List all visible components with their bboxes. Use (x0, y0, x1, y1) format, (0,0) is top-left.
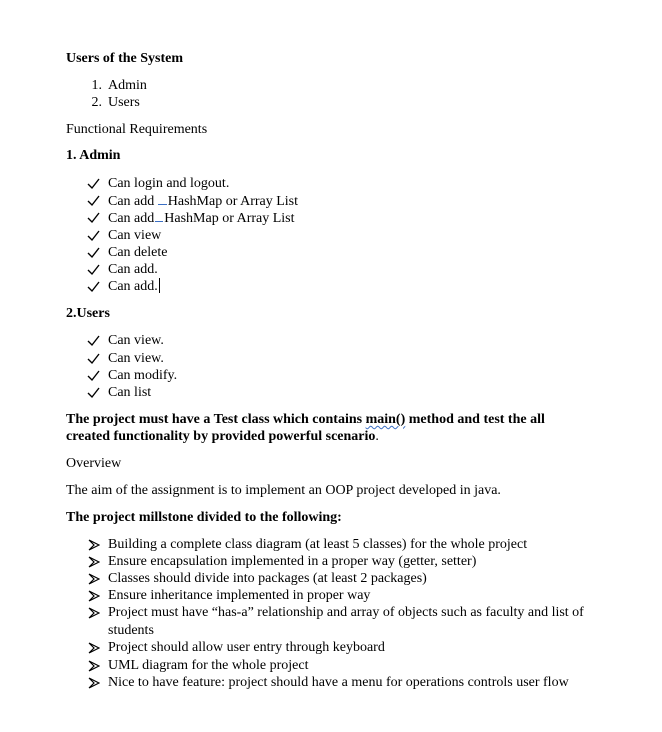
milestone-item-menu: Nice to have feature: project should have a menu for operations controls user flow (108, 675, 569, 690)
checkmark-icon (87, 367, 101, 384)
user-item-users: Users (108, 95, 140, 110)
checkmark-icon (87, 261, 101, 278)
milestone-item-packages: Classes should divide into packages (at least 2 packages) (108, 571, 427, 586)
user-number-1: 1. (91, 78, 102, 93)
admin-item-delete: Can delete (108, 245, 168, 260)
checkmark-icon (87, 278, 101, 295)
checkmark-icon (87, 209, 101, 226)
aim-paragraph: The aim of the assignment is to implement an OOP project developed in java. (66, 483, 501, 498)
user-number-2: 2. (91, 95, 102, 110)
user-item-admin: Admin (108, 78, 147, 93)
admin-item-add-4[interactable] (108, 278, 160, 295)
arrow-bullet-icon (88, 587, 100, 604)
users-of-system-heading: Users of the System (66, 51, 184, 66)
milestone-item-uml: UML diagram for the whole project (108, 658, 309, 673)
arrow-bullet-icon (88, 639, 100, 656)
checkmark-icon (87, 350, 101, 367)
admin-item-add-label-2: Can add (108, 211, 155, 226)
checkmark-icon (87, 332, 101, 349)
admin-item-add-hashmap-2 (108, 209, 295, 227)
milestone-item-class-diagram: Building a complete class diagram (at least 5 classes) for the whole project (108, 537, 528, 552)
overview-heading: Overview (66, 456, 122, 471)
test-class-line-2 (66, 428, 379, 445)
arrow-bullet-icon (88, 604, 100, 621)
checkmark-icon (87, 175, 101, 192)
admin-item-hashmap-1: HashMap or Array List (167, 194, 299, 209)
admin-item-add-hashmap-1 (108, 192, 298, 210)
arrow-bullet-icon (88, 536, 100, 553)
milestone-heading: The project millstone divided to the following: (66, 510, 342, 525)
admin-item-view: Can view (108, 228, 162, 243)
functional-requirements-heading: Functional Requirements (66, 122, 208, 137)
test-class-text-2: method and test the all (405, 412, 545, 427)
users-item-view-1: Can view. (108, 333, 164, 348)
users-item-list: Can list (108, 385, 152, 400)
arrow-bullet-icon (88, 553, 100, 570)
milestone-item-encapsulation: Ensure encapsulation implemented in a proper way (getter, setter) (108, 554, 477, 569)
admin-item-add-3: Can add. (108, 262, 158, 277)
arrow-bullet-icon (88, 570, 100, 587)
text-cursor (159, 278, 160, 293)
arrow-bullet-icon (88, 674, 100, 691)
checkmark-icon (87, 384, 101, 401)
checkmark-icon (87, 227, 101, 244)
milestone-item-inheritance: Ensure inheritance implemented in proper way (108, 588, 371, 603)
admin-item-login: Can login and logout. (108, 176, 230, 191)
admin-item-add-label-1: Can add (108, 194, 158, 209)
spacing-mark (158, 192, 167, 205)
milestone-item-keyboard: Project should allow user entry through keyboard (108, 640, 385, 655)
test-class-period: . (375, 429, 379, 444)
checkmark-icon (87, 244, 101, 261)
arrow-bullet-icon (88, 657, 100, 674)
admin-item-hashmap-2: HashMap or Array List (164, 211, 295, 226)
spacing-mark (155, 209, 163, 222)
test-class-text-1: The project must have a Test class which contains (66, 412, 366, 427)
main-method-text: main() (365, 412, 406, 427)
test-class-line-1 (66, 411, 545, 428)
test-class-text-3: created functionality by provided powerful scenario (66, 429, 376, 444)
admin-heading: 1. Admin (66, 148, 121, 163)
checkmark-icon (87, 192, 101, 209)
users-heading: 2.Users (66, 306, 110, 321)
users-item-view-2: Can view. (108, 351, 164, 366)
users-item-modify: Can modify. (108, 368, 178, 383)
admin-item-add-4-label: Can add. (108, 279, 158, 294)
milestone-item-has-a: Project must have “has-a” relationship and array of objects such as faculty and list of (108, 605, 584, 620)
milestone-item-has-a-continued: students (108, 623, 154, 638)
